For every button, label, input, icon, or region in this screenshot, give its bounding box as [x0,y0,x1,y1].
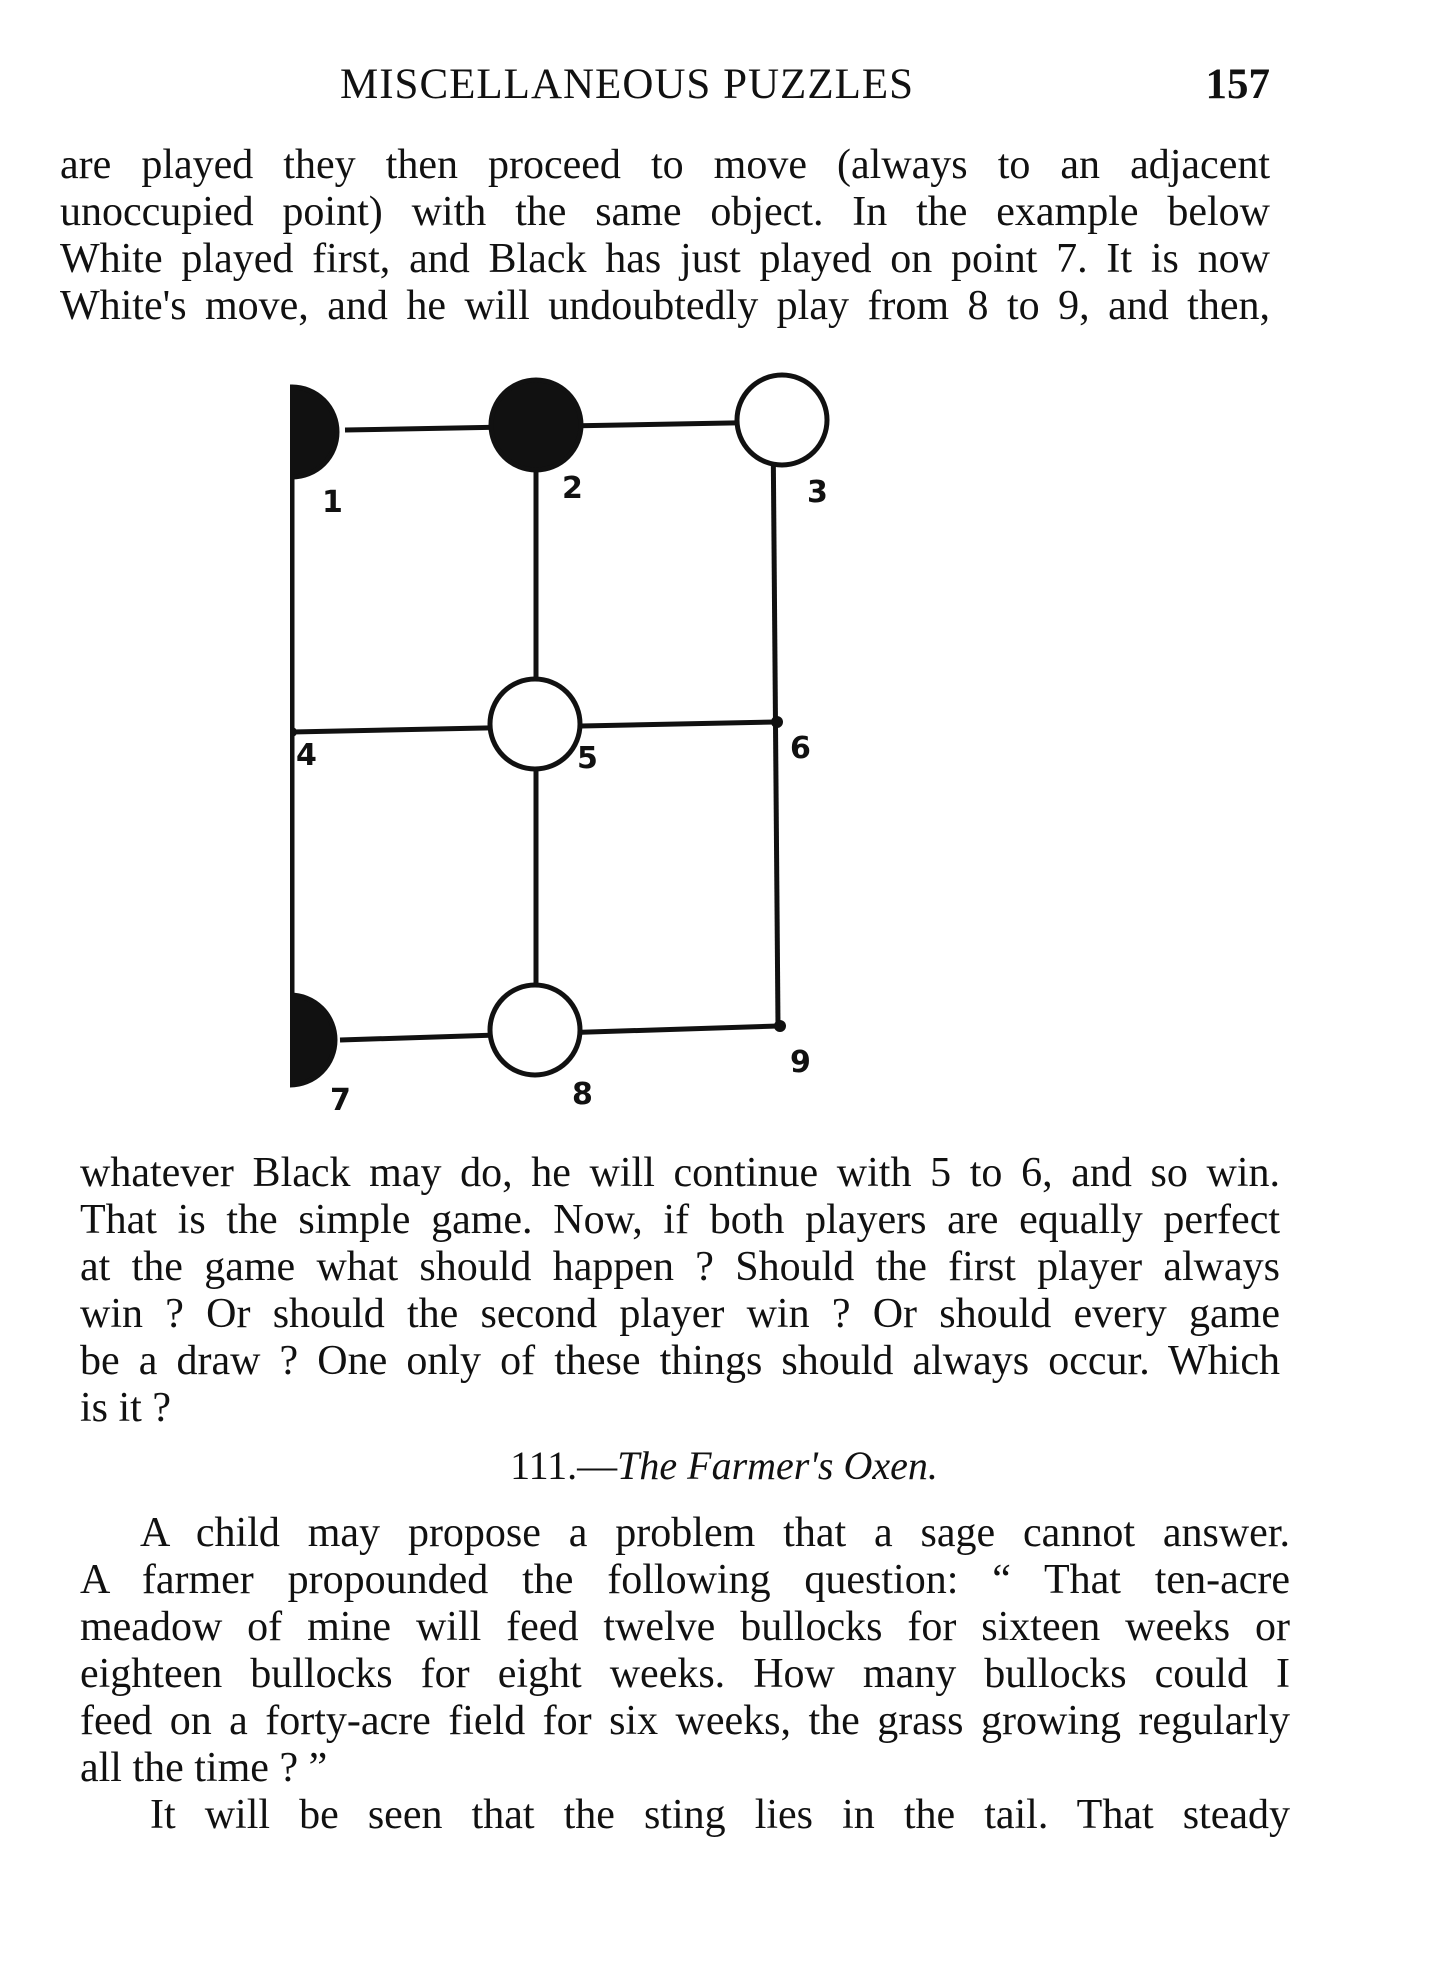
point-label-1: 1 [322,485,343,520]
point-4-empty [290,727,297,737]
point-7-black-piece [290,995,335,1085]
paragraph-question [80,1150,1280,1432]
text-line: is it ? [80,1385,171,1431]
game-board-diagram [290,350,1050,1130]
text-line: eighteen bullocks for eight weeks. How many bullocks could I [80,1651,1290,1697]
text-line: A farmer propounded the following question: “ That ten-acre [80,1557,1290,1603]
point-9-empty [774,1020,786,1032]
point-3-white-piece [737,375,827,465]
point-5-white-piece [490,679,580,769]
paragraph-farmer [80,1510,1290,1792]
text-line: That is the simple game. Now, if both players are equally perfect [80,1197,1280,1243]
text-line: win ? Or should the second player win ? Or should every game [80,1291,1280,1337]
text-line: A child may propose a problem that a sage cannot answer. [140,1510,1290,1556]
paragraph-intro [60,142,1270,330]
text-line: be a draw ? One only of these things should always occur. Which [80,1338,1280,1384]
point-label-5: 5 [577,741,598,776]
text-line: at the game what should happen ? Should the first player always [80,1244,1280,1290]
text-line: White's move, and he will undoubtedly play from 8 to 9, and then, [60,283,1270,329]
running-head: MISCELLANEOUS PUZZLES [340,61,915,108]
point-label-7: 7 [330,1083,351,1118]
text-line: are played they then proceed to move (always to an adjacent [60,142,1270,188]
point-label-4: 4 [296,738,317,773]
section-dash: — [577,1443,618,1488]
page-header [60,60,1270,120]
section-heading [0,1442,1448,1489]
point-8-white-piece [490,985,580,1075]
point-2-black-piece [491,380,581,470]
point-label-2: 2 [562,471,583,506]
section-number: 111. [510,1443,578,1488]
text-line: feed on a forty-acre field for six weeks, the grass growing regularly [80,1698,1290,1744]
point-6-empty [771,716,783,728]
text-line: unoccupied point) with the same object. In the example below [60,189,1270,235]
text-line: all the time ? ” [80,1745,328,1791]
paragraph-continuation [80,1792,1290,1839]
text-line: meadow of mine will feed twelve bullocks for sixteen weeks or [80,1604,1290,1650]
point-1-black-piece [290,387,337,477]
point-label-8: 8 [572,1077,593,1112]
text-line: It will be seen that the sting lies in the tail. That steady [150,1792,1290,1838]
text-line: whatever Black may do, he will continue with 5 to 6, and so win. [80,1150,1280,1196]
point-label-9: 9 [790,1045,811,1080]
point-label-6: 6 [790,731,811,766]
page-number: 157 [1205,61,1270,108]
point-label-3: 3 [807,475,828,510]
text-line: White played first, and Black has just played on point 7. It is now [60,236,1270,282]
section-title: The Farmer's Oxen. [617,1443,938,1488]
